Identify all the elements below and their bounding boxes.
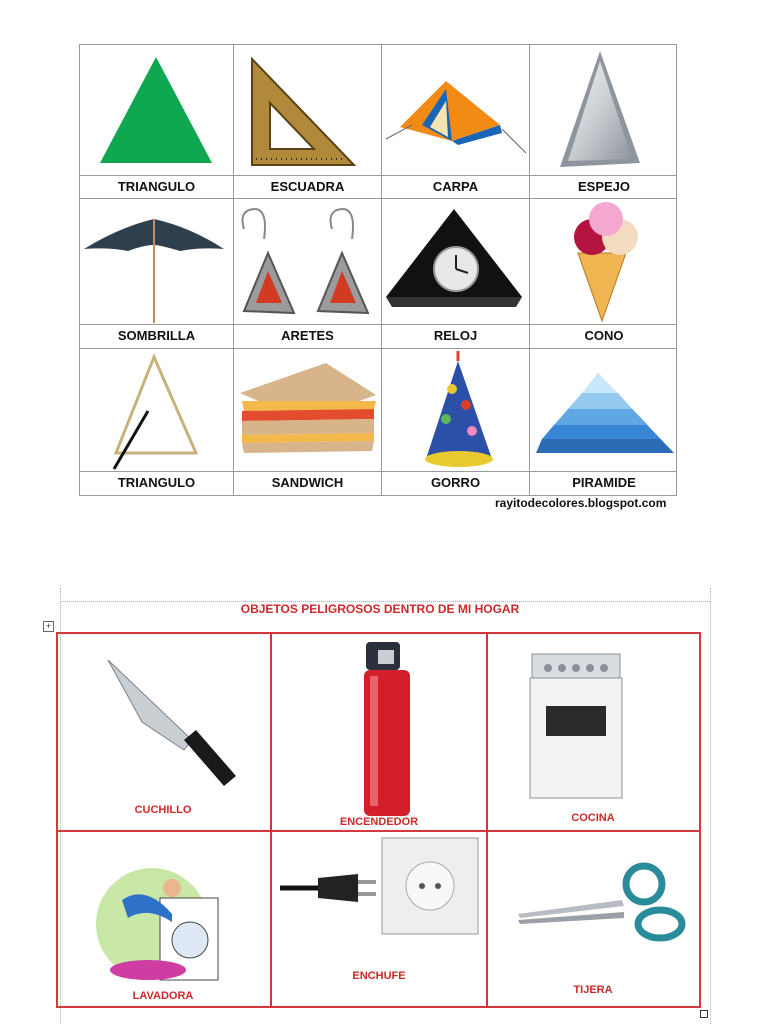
- shapes-grid: [79, 44, 677, 496]
- cell-label: ENCENDEDOR: [339, 816, 419, 828]
- card-label: GORRO: [430, 475, 481, 490]
- scissors-icon: [512, 860, 692, 956]
- mirror-icon: [530, 45, 678, 175]
- triangle-clock-icon: [382, 199, 529, 324]
- lighter-icon: [348, 640, 418, 818]
- card-label: CONO: [584, 328, 624, 343]
- card-reloj: [382, 199, 529, 348]
- card-label: RELOJ: [433, 328, 478, 343]
- credit-text: rayitodecolores.blogspot.com: [495, 496, 667, 510]
- table-title: OBJETOS PELIGROSOS DENTRO DE MI HOGAR: [240, 602, 520, 616]
- card-triangulo-musical: [80, 349, 233, 497]
- card-label: PIRAMIDE: [572, 475, 636, 490]
- ice-cream-cone-icon: [530, 199, 678, 324]
- card-espejo: [530, 45, 678, 198]
- cell-label: ENCHUFE: [352, 970, 406, 982]
- card-carpa: [382, 45, 529, 198]
- sandwich-icon: [234, 349, 381, 471]
- washing-machine-icon: [92, 854, 232, 994]
- card-label: CARPA: [432, 179, 479, 194]
- knife-icon: [88, 652, 248, 802]
- card-label: ARETES: [281, 328, 334, 343]
- stove-icon: [526, 648, 626, 808]
- cell-label: TIJERA: [573, 984, 613, 996]
- card-label: ESPEJO: [577, 179, 631, 194]
- doc-guide: [710, 588, 711, 1024]
- tent-icon: [382, 45, 529, 175]
- card-label: TRIANGULO: [117, 475, 196, 490]
- card-sandwich: [234, 349, 381, 497]
- cell-label: CUCHILLO: [134, 804, 192, 816]
- musical-triangle-icon: [80, 349, 233, 471]
- plug-socket-icon: [278, 836, 482, 946]
- cell-label: COCINA: [571, 812, 615, 824]
- umbrella-icon: [80, 199, 233, 324]
- party-hat-icon: [382, 349, 529, 471]
- card-escuadra: [234, 45, 381, 198]
- set-square-icon: [234, 45, 381, 175]
- pyramid-icon: [530, 349, 678, 471]
- card-piramide: [530, 349, 678, 497]
- card-gorro: [382, 349, 529, 497]
- card-label: ESCUADRA: [270, 179, 345, 194]
- card-triangulo: [80, 45, 233, 198]
- dangerous-objects-table: [56, 632, 701, 1008]
- card-aretes: [234, 199, 381, 348]
- green-triangle-icon: [80, 45, 233, 175]
- card-sombrilla: [80, 199, 233, 348]
- card-label: TRIANGULO: [117, 179, 196, 194]
- cell-label: LAVADORA: [132, 990, 194, 1002]
- table-resize-handle[interactable]: [700, 1010, 708, 1018]
- card-cono: [530, 199, 678, 348]
- earrings-icon: [234, 199, 381, 324]
- card-label: SANDWICH: [271, 475, 344, 490]
- table-move-handle[interactable]: +: [43, 621, 54, 632]
- card-label: SOMBRILLA: [117, 328, 196, 343]
